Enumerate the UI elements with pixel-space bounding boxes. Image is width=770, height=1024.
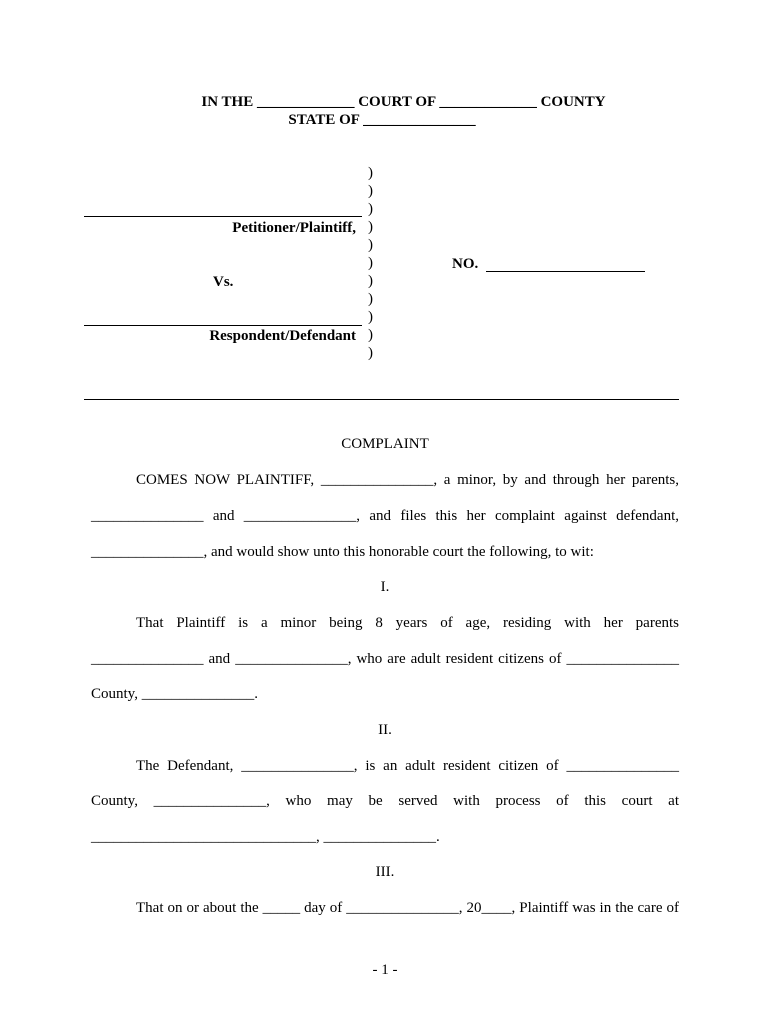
caption-paren: )	[368, 273, 373, 289]
caption-paren: )	[368, 309, 373, 325]
case-number-line	[486, 271, 645, 272]
court-header-line1: IN THE _____________ COURT OF _____________ COUNTY	[201, 94, 606, 110]
section1-line: _______________ and _______________, who are adult resident citizens of _______________	[91, 651, 679, 667]
section-heading: III.	[375, 864, 395, 880]
section-heading: I.	[380, 579, 390, 595]
section1-line: County, _______________.	[91, 686, 258, 702]
case-number-label: NO.	[452, 256, 479, 272]
caption-paren: )	[368, 327, 373, 343]
court-header-line2: STATE OF _______________	[288, 112, 476, 128]
caption-paren: )	[368, 291, 373, 307]
document-title: COMPLAINT	[341, 436, 429, 452]
respondent-label: Respondent/Defendant	[209, 328, 356, 344]
caption-paren: )	[368, 255, 373, 271]
section2-line: The Defendant, _______________, is an adult resident citizen of _______________	[136, 758, 679, 774]
section2-line: County, _______________, who may be served with process of this court at	[91, 793, 679, 809]
page-number: - 1 -	[372, 962, 398, 978]
section3-line: That on or about the _____ day of _______________, 20____, Plaintiff was in the care of	[136, 900, 679, 916]
caption-paren: )	[368, 219, 373, 235]
intro-paragraph-line: COMES NOW PLAINTIFF, _______________, a minor, by and through her parents,	[136, 472, 679, 488]
caption-paren: )	[368, 201, 373, 217]
caption-paren: )	[368, 345, 373, 361]
caption-paren: )	[368, 183, 373, 199]
petitioner-label: Petitioner/Plaintiff,	[232, 220, 356, 236]
section-heading: II.	[378, 722, 392, 738]
section2-line: ______________________________, _______________.	[91, 829, 440, 845]
intro-paragraph-line: _______________ and _______________, and files this her complaint against defendant,	[91, 508, 679, 524]
caption-paren: )	[368, 165, 373, 181]
petitioner-name-line	[84, 216, 362, 217]
respondent-name-line	[84, 325, 362, 326]
section1-line: That Plaintiff is a minor being 8 years of age, residing with her parents	[136, 615, 679, 631]
versus-label: Vs.	[213, 274, 234, 290]
caption-paren: )	[368, 237, 373, 253]
caption-divider	[84, 399, 679, 400]
intro-paragraph-line: _______________, and would show unto this honorable court the following, to wit:	[91, 544, 594, 560]
